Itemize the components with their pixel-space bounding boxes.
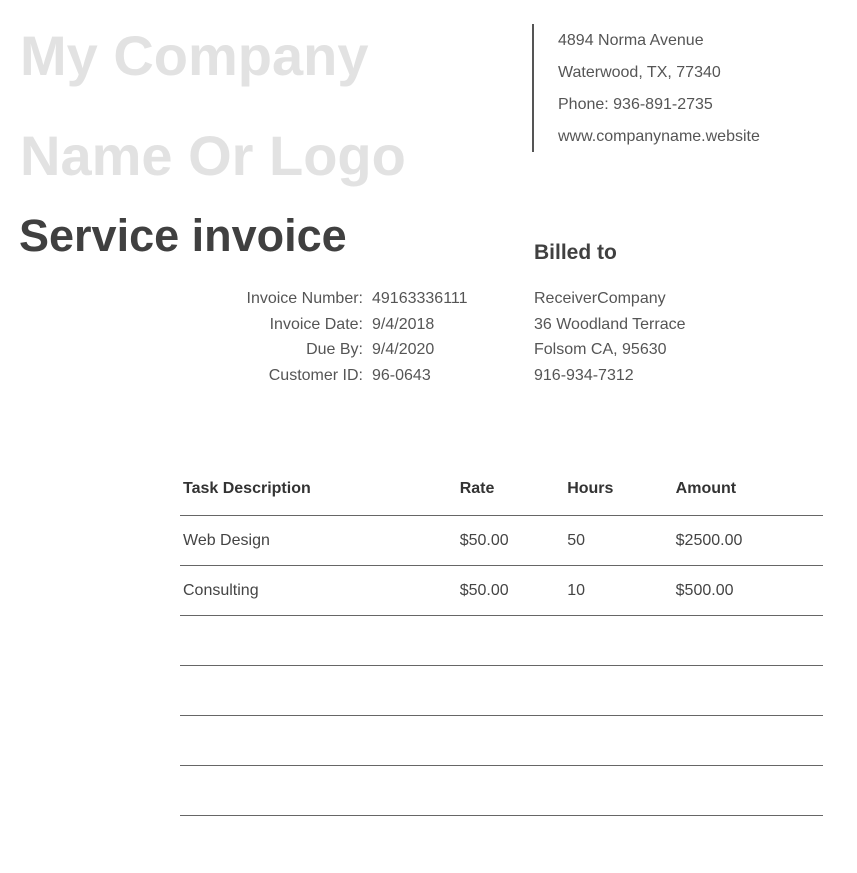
row-amount — [676, 666, 823, 716]
invoice-date-label: Invoice Date: — [269, 315, 363, 333]
due-date-value: 9/4/2020 — [372, 341, 435, 358]
row-hours — [567, 616, 675, 666]
line-items-table — [180, 463, 823, 816]
row-amount: $2500.00 — [676, 516, 823, 566]
invoice-details — [200, 286, 468, 388]
due-date-row — [200, 337, 468, 363]
table-row — [180, 616, 823, 666]
invoice-number-value: 49163336111 — [372, 290, 468, 307]
invoice-number-label: Invoice Number: — [246, 290, 363, 307]
row-amount: $500.00 — [676, 566, 823, 616]
row-hours — [567, 716, 675, 766]
table-row — [180, 716, 823, 766]
billed-to-phone: 916-934-7312 — [534, 366, 634, 384]
row-rate: $50.00 — [460, 516, 567, 566]
invoice-title: Service invoice — [19, 210, 347, 261]
row-rate — [460, 616, 567, 666]
company-address-line-1: 4894 Norma Avenue — [558, 32, 704, 49]
column-header-hours: Hours — [567, 463, 675, 516]
row-hours — [567, 666, 675, 716]
logo-line-2: Name Or Logo — [20, 124, 406, 187]
row-amount — [676, 716, 823, 766]
billed-to-details — [534, 286, 686, 388]
column-header-rate: Rate — [460, 463, 567, 516]
row-description: Web Design — [180, 516, 460, 566]
row-description — [180, 766, 460, 816]
row-rate — [460, 716, 567, 766]
column-header-amount: Amount — [676, 463, 823, 516]
table-row — [180, 516, 823, 566]
row-amount — [676, 766, 823, 816]
billed-to-city: Folsom CA, 95630 — [534, 341, 667, 358]
row-description — [180, 616, 460, 666]
row-hours: 10 — [567, 566, 675, 616]
row-amount — [676, 616, 823, 666]
row-rate: $50.00 — [460, 566, 567, 616]
company-phone: Phone: 936-891-2735 — [558, 96, 713, 113]
invoice-date-value: 9/4/2018 — [372, 315, 435, 333]
due-date-label: Due By: — [306, 341, 363, 358]
row-hours — [567, 766, 675, 816]
invoice-number-row — [200, 286, 468, 312]
company-contact-block — [532, 24, 760, 152]
customer-id-row — [200, 363, 468, 389]
row-hours: 50 — [567, 516, 675, 566]
logo-line-1: My Company — [20, 24, 369, 87]
company-logo-placeholder — [20, 6, 500, 206]
row-description: Consulting — [180, 566, 460, 616]
billed-to-street: 36 Woodland Terrace — [534, 315, 686, 333]
customer-id-label: Customer ID: — [268, 366, 363, 384]
billed-to-name: ReceiverCompany — [534, 290, 666, 307]
row-description — [180, 666, 460, 716]
row-rate — [460, 666, 567, 716]
company-address-line-2: Waterwood, TX, 77340 — [558, 64, 721, 81]
table-row — [180, 666, 823, 716]
row-rate — [460, 766, 567, 816]
table-row — [180, 766, 823, 816]
table-row — [180, 566, 823, 616]
billed-to-heading: Billed to — [534, 241, 617, 264]
company-website: www.companyname.website — [558, 128, 760, 145]
table-header-row — [180, 463, 823, 516]
invoice-date-row — [200, 312, 468, 338]
customer-id-value: 96-0643 — [372, 366, 431, 384]
column-header-description: Task Description — [180, 463, 460, 516]
row-description — [180, 716, 460, 766]
